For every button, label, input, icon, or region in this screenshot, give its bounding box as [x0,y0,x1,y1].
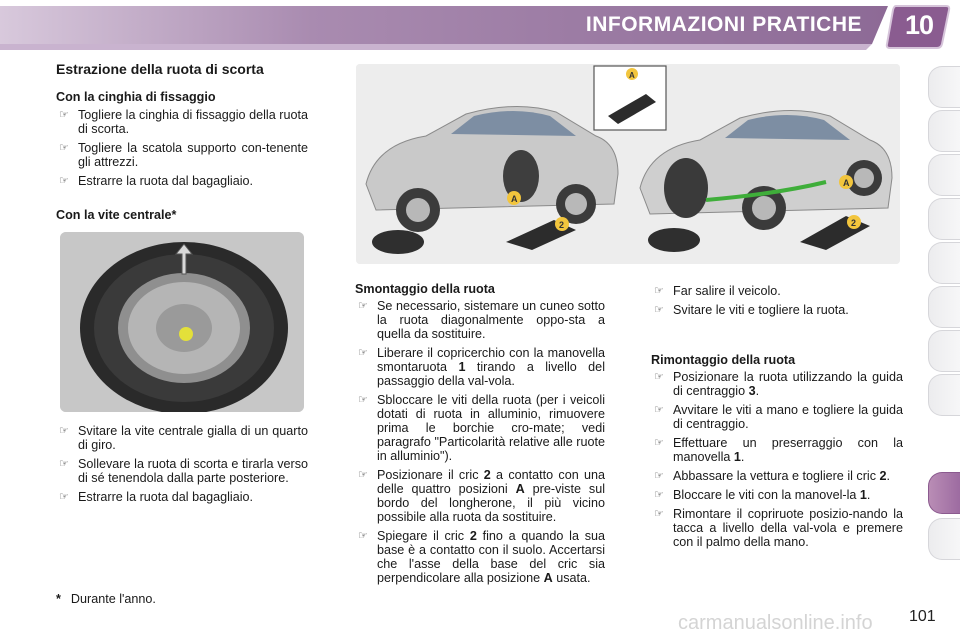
hand-pointer-icon: ☞ [654,508,664,520]
spare-wheel-illustration [60,232,304,412]
list-item: ☞ Svitare le viti e togliere la ruota. [654,303,849,317]
list-item: ☞ Avvitare le viti a mano e togliere la guida di centraggio. [654,403,903,431]
hand-pointer-icon: ☞ [59,458,69,470]
chapter-tab[interactable] [928,286,960,328]
spare-wheel-photo [60,232,304,412]
chapter-tab[interactable] [928,330,960,372]
inset-callout-a: A [629,71,635,80]
list-item: ☞ Estrarre la ruota dal bagagliaio. [59,174,254,188]
hand-pointer-icon: ☞ [358,469,368,481]
callout-a: A [511,194,518,204]
hand-pointer-icon: ☞ [59,175,69,187]
wheel-change-illustration [356,64,900,264]
list-item: ☞ Sollevare la ruota di scorta e tirarla verso di sé tenendola dalla parte posteriore. [59,457,308,485]
chapter-tab-active[interactable] [928,472,960,514]
car-jack-illustration [356,64,900,264]
list-item: ☞ Posizionare la ruota utilizzando la guida di centraggio 3. [654,370,903,398]
hand-pointer-icon: ☞ [59,425,69,437]
hand-pointer-icon: ☞ [59,109,69,121]
footnote [56,592,156,606]
chapter-tab[interactable] [928,374,960,416]
list-item: ☞ Se necessario, sistemare un cuneo sotto la ruota diagonalmente oppo-sta a quella da sostituire. [358,299,605,341]
page-header [0,0,960,52]
list-item: ☞ Svitare la vite centrale gialla di un quarto di giro. [59,424,308,452]
list-item: ☞ Effettuare un preserraggio con la manovella 1. [654,436,903,464]
chapter-tab[interactable] [928,154,960,196]
chapter-number: 10 [904,10,934,40]
hand-pointer-icon: ☞ [654,470,664,482]
chapter-tab[interactable] [928,198,960,240]
page-number: 101 [909,608,936,625]
hand-pointer-icon: ☞ [59,142,69,154]
list-item: ☞ Liberare il copricerchio con la manovella smontaruota 1 tirando a livello del passaggio della val-vola. [358,346,605,388]
list-item: ☞ Rimontare il copriruote posizio-nando la tacca a livello della val-vola e premere con il palmo della mano. [654,507,903,549]
list-item: ☞ Sbloccare le viti della ruota (per i veicoli dotati di ruota in alluminio, rimuovere prima le borchie cro-mate; vedi paragrafo "Particolarità relative alle ruote in alluminio"). [358,393,605,463]
hand-pointer-icon: ☞ [654,304,664,316]
hand-pointer-icon: ☞ [59,491,69,503]
list-item: ☞ Posizionare il cric 2 a contatto con una delle quattro posizioni A pre-viste sul bordo del longherone, il più vicino possibile alla ruota da sostituire. [358,468,605,524]
footnote-text: Durante l'anno. [70,592,156,606]
chapter-tab[interactable] [928,110,960,152]
list-item: ☞ Spiegare il cric 2 fino a quando la sua base è a contatto con il suolo. Accertarsi che l'asse della base del cric sia perpendicolare alla posizione A usata. [358,529,605,585]
hand-pointer-icon: ☞ [358,394,368,406]
left-column [56,62,308,222]
refit-heading: Rimontaggio della ruota [651,353,796,367]
hand-pointer-icon: ☞ [654,404,664,416]
hand-pointer-icon: ☞ [358,530,368,542]
hand-pointer-icon: ☞ [654,489,664,501]
list-item: ☞ Bloccare le viti con la manovel-la 1. [654,488,871,502]
list-item: ☞ Togliere la cinghia di fissaggio della ruota di scorta. [59,108,308,136]
list-item: ☞ Estrarre la ruota dal bagagliaio. [59,490,254,504]
hand-pointer-icon: ☞ [654,371,664,383]
hand-pointer-icon: ☞ [358,347,368,359]
removal-heading: Smontaggio della ruota [355,282,495,296]
hand-pointer-icon: ☞ [654,285,664,297]
callout-a-right: A [843,178,850,188]
chapter-tab[interactable] [928,242,960,284]
chapter-tab[interactable] [928,66,960,108]
hand-pointer-icon: ☞ [358,300,368,312]
chapter-title: INFORMAZIONI PRATICHE [585,13,862,36]
left-column-lower [56,424,308,504]
chapter-tab[interactable] [928,518,960,560]
list-item: ☞ Togliere la scatola supporto con-tenente gli attrezzi. [59,141,308,169]
chapter-tabs [928,66,960,576]
footnote-mark: * [56,592,61,606]
screw-subheading: Con la vite centrale* [56,208,177,222]
watermark: carmanualsonline.info [678,612,873,634]
strap-subheading: Con la cinghia di fissaggio [56,90,216,104]
middle-column [355,282,605,585]
callout-2: 2 [559,220,565,230]
callout-2-right: 2 [851,218,857,228]
hand-pointer-icon: ☞ [654,437,664,449]
list-item: ☞ Abbassare la vettura e togliere il cric 2. [654,469,891,483]
section-heading: Estrazione della ruota di scorta [56,61,264,77]
right-column [651,284,903,549]
list-item: ☞ Far salire il veicolo. [654,284,781,298]
